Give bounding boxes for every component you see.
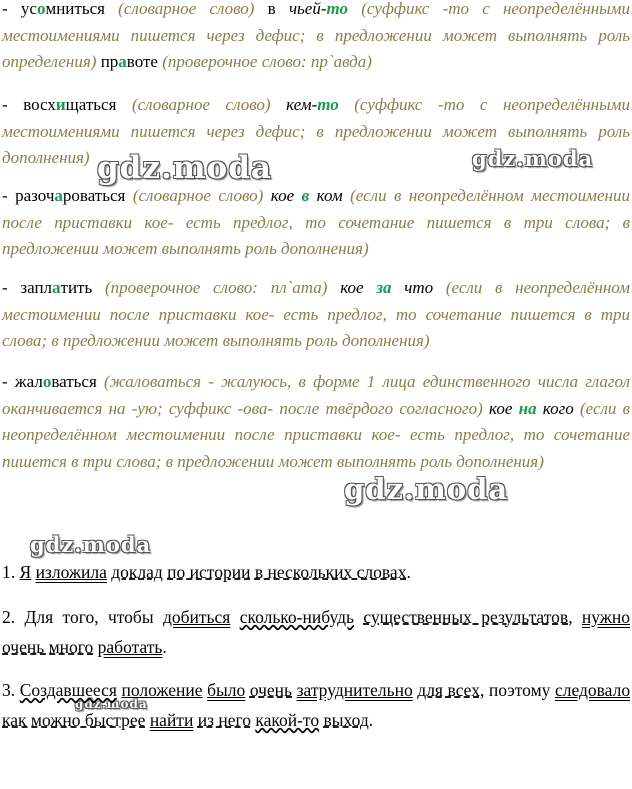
object: для всех <box>417 680 480 700</box>
word-prefix: - разоч <box>2 186 55 205</box>
word-suffix: ваться <box>51 372 97 391</box>
highlighted-preposition: на <box>518 398 537 418</box>
predicate: затруднительно <box>296 680 413 700</box>
highlighted-preposition: в <box>301 186 310 205</box>
word-suffix: тить <box>60 278 93 297</box>
highlighted-particle: то <box>317 95 339 114</box>
explanation-note: (если в неопределённом местоимении после приставки кое- есть предлог, то сочетание пишется в три слова; в предложении может выполнять роль дополнения) <box>2 398 631 471</box>
entry-razocharovatsya <box>2 183 630 263</box>
explanation-note: (проверочное слово: пр`авда) <box>157 52 372 71</box>
word-prefix: - жал <box>2 372 43 391</box>
predicate: было <box>207 680 246 700</box>
punctuation: , поэтому <box>479 680 555 700</box>
highlighted-letter: о <box>36 0 46 18</box>
explanation-note: (если в неопределённом местоимении после приставки кое- есть предлог, то сочетание пишется в три слова; в предложении может выполнять роль дополнения) <box>2 278 631 350</box>
predicate: следовало <box>554 680 631 700</box>
object: существенных результатов <box>363 607 569 627</box>
word-prefix: - запл <box>2 278 53 297</box>
object: по истории <box>167 562 251 582</box>
explanation-note: (словарное слово) <box>116 95 287 114</box>
pronoun: чьей- <box>288 0 327 18</box>
subject: Я <box>19 562 32 582</box>
subject: положение <box>121 680 203 700</box>
sentence-1 <box>2 557 630 587</box>
predicate: найти <box>149 710 194 730</box>
explanation-note: (суффикс -то с неопределёнными местоимениями пишется через дефис; в предложении может выполнять роль дополнения) <box>2 95 630 167</box>
explanation-note: (жаловаться - жалуюсь, в форме 1 лица единственного числа глагол оканчивается на -ую; суффикс -ова- после твёрдого согласного) <box>2 372 631 418</box>
explanation-note: (проверочное слово: пл`ата) <box>92 278 341 297</box>
entry-zaplatit <box>2 275 630 355</box>
explanation-note: (суффикс -то с неопределёнными местоимениями пишется через дефис; в предложении может выполнять роль определения) <box>2 0 630 71</box>
watermark-logo: gdz.moda <box>30 532 152 557</box>
sentence-2 <box>2 602 630 662</box>
attribute: какой-то <box>255 710 320 730</box>
adverbial: очень <box>249 680 293 700</box>
pronoun-part: кое <box>340 278 377 297</box>
word-suffix: воте <box>126 52 158 71</box>
adverbial: очень много <box>2 637 94 657</box>
word-suffix: щаться <box>65 95 117 114</box>
punctuation: . <box>406 562 411 582</box>
explanation-note: (словарное слово) <box>125 186 271 205</box>
sentence-start: 2. Для того, чтобы <box>2 607 163 627</box>
watermark-logo: gdz.moda <box>472 146 594 171</box>
word-prefix: пр <box>100 52 119 71</box>
word-suffix: мниться <box>45 0 105 18</box>
highlighted-letter: а <box>118 52 127 71</box>
explanation-note: (если в неопределённом местоимении после приставки кое- есть предлог, то сочетание пишется в три слова; в предложении может выполнять роль дополнения) <box>2 186 630 258</box>
pronoun-part: кое <box>270 186 302 205</box>
sentence-3 <box>2 675 630 735</box>
sentence-number: 1. <box>2 562 20 582</box>
pronoun-part: кого <box>536 398 574 418</box>
predicate: нужно <box>581 607 631 627</box>
entry-zhalovatsya <box>2 369 630 475</box>
pronoun: кем- <box>286 95 318 114</box>
pronoun-part: кое <box>489 398 519 418</box>
punctuation: . <box>162 637 167 657</box>
punctuation: , <box>568 607 582 627</box>
attribute: сколько-нибудь <box>239 607 354 627</box>
watermark-logo: gdz.moda <box>344 472 509 506</box>
object: выход <box>323 710 369 730</box>
highlighted-letter: и <box>55 95 66 114</box>
word-prefix: - ус <box>2 0 37 18</box>
adverbial: из него <box>197 710 251 730</box>
watermark-logo: gdz.moda <box>97 150 272 186</box>
highlighted-preposition: за <box>376 278 392 297</box>
predicate: добиться <box>162 607 231 627</box>
word-prefix: - восх <box>2 95 56 114</box>
predicate: работать <box>97 637 163 657</box>
sentence-number: 3. <box>2 680 20 700</box>
adverbial: в нескольких словах <box>254 562 407 582</box>
pronoun-part: ком <box>309 186 343 205</box>
highlighted-particle: то <box>326 0 348 18</box>
preposition: в <box>267 0 289 18</box>
predicate: изложила <box>35 562 107 582</box>
word-suffix: роваться <box>62 186 126 205</box>
explanation-note: (словарное слово) <box>104 0 268 18</box>
object: доклад <box>111 562 163 582</box>
highlighted-letter: а <box>54 186 63 205</box>
highlighted-letter: а <box>52 278 61 297</box>
entry-somnitsya <box>2 0 630 76</box>
adverbial: как можно быстрее <box>2 710 146 730</box>
punctuation: . <box>368 710 374 730</box>
watermark-logo: gdz.moda <box>75 697 148 711</box>
attribute: Создавшееся <box>19 680 117 700</box>
pronoun-part: что <box>391 278 434 297</box>
highlighted-letter: о <box>42 372 52 391</box>
